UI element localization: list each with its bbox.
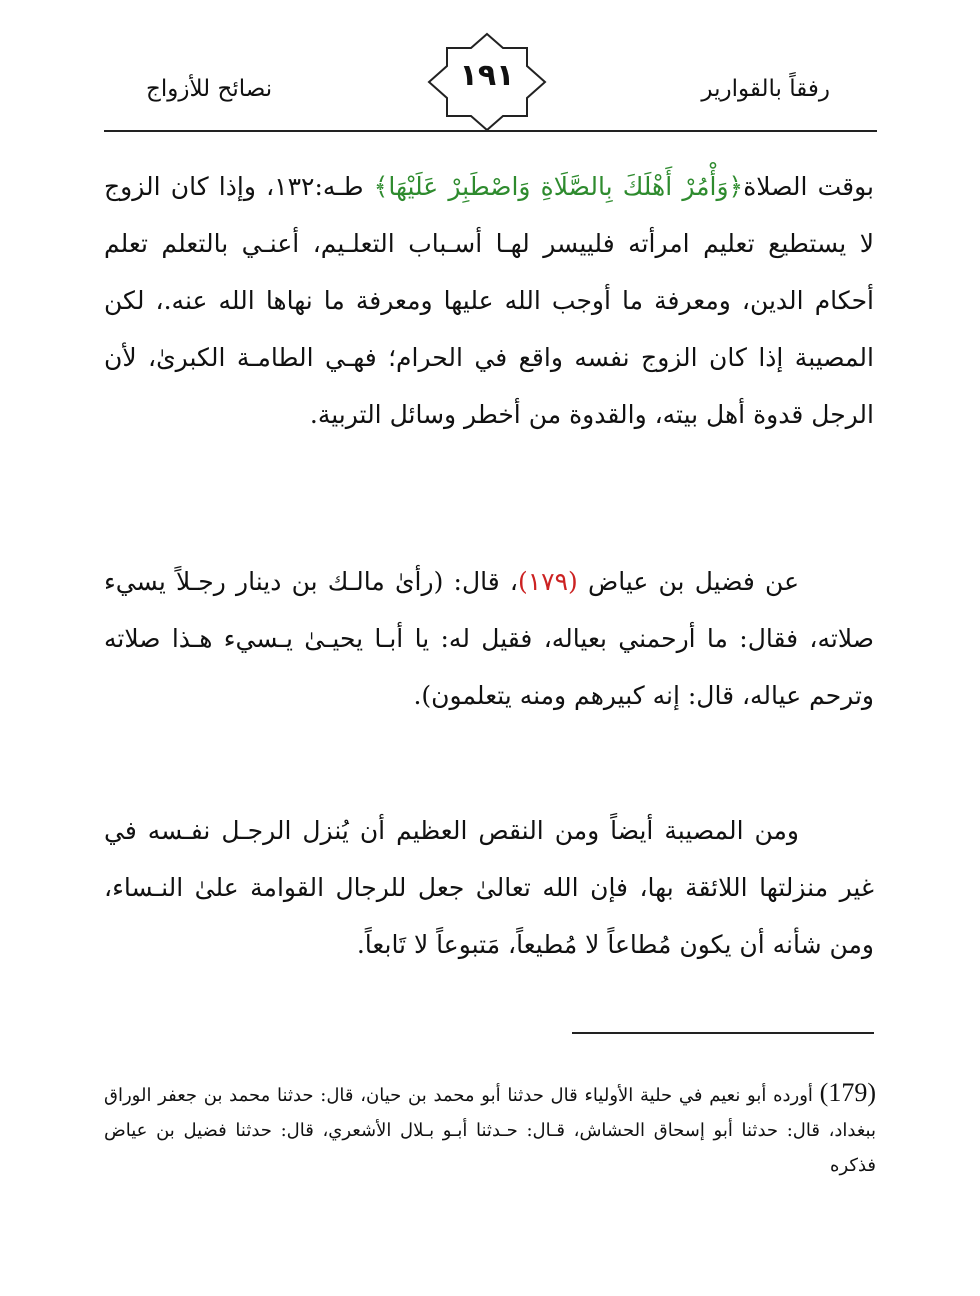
quran-verse: ﴿وَأْمُرْ أَهْلَكَ بِالصَّلَاةِ وَاصْطَبِرْ عَلَيْهَا﴾ [373, 172, 744, 201]
paragraph-1-intro: بوقت الصلاة [743, 172, 875, 201]
running-title-book: رفقاً بالقوارير [701, 76, 830, 102]
page-number: ١٩١ [459, 58, 515, 93]
page-number-badge [427, 32, 547, 132]
footnote-number: (179) [819, 1078, 876, 1107]
paragraph-2-intro: عن فضيل بن عياض [577, 567, 799, 596]
footnote-reference[interactable]: (١٧٩) [517, 567, 578, 596]
footnote [104, 1075, 876, 1183]
footnote-text: أورده أبو نعيم في حلية الأولياء قال حدثنا أبو محمد بن حيان، قال: حدثنا محمد بن جعفر الوراق ببغداد، قال: حدثنا أبو إسحاق الحشاش، قـال: حـدثنا أبـو بـلال الأشعري، قال: حدثنا فضيل بن عياض فذكره [104, 1085, 876, 1176]
paragraph-2 [104, 553, 874, 724]
page-header [0, 0, 980, 135]
paragraph-3 [104, 802, 874, 973]
header-divider [104, 130, 877, 132]
running-title-chapter: نصائح للأزواج [146, 76, 273, 102]
paragraph-3-body: ومن المصيبة أيضاً ومن النقص العظيم أن يُنزل الرجـل نفـسه في غير منزلتها اللائقة بها، فإن الله تعالىٰ جعل للرجال القوامة علىٰ النـساء، ومن شأنه أن يكون مُطاعاً لا مُطيعاً، مَتبوعاً لا تَابعاً. [104, 816, 874, 959]
paragraph-1-body: طـه:١٣٢، وإذا كان الزوج لا يستطيع تعليم امرأته فلييسر لهـا أسـباب التعلـيم، أعنـي بالتعلم تعلم أحكام الدين، ومعرفة ما أوجب الله عليها ومعرفة ما نهاها الله عنه.، لكن المصيبة إذا كان الزوج نفسه واقع في الحرام؛ فهـي الطامـة الكبرىٰ، لأن الرجل قدوة أهل بيته، والقدوة من أخطر وسائل التربية. [104, 172, 874, 429]
paragraph-1 [104, 158, 874, 443]
footnote-divider [572, 1032, 874, 1034]
paragraph-2-body: ، قال: (رأىٰ مالـك بن دينار رجـلاً يسيء صلاته، فقال: ما أرحمني بعياله، فقيل له: يا أبـا يحيـىٰ يـسيء هـذا صلاته وترحم عياله، قال: إنه كبيرهم ومنه يتعلمون). [104, 567, 874, 710]
